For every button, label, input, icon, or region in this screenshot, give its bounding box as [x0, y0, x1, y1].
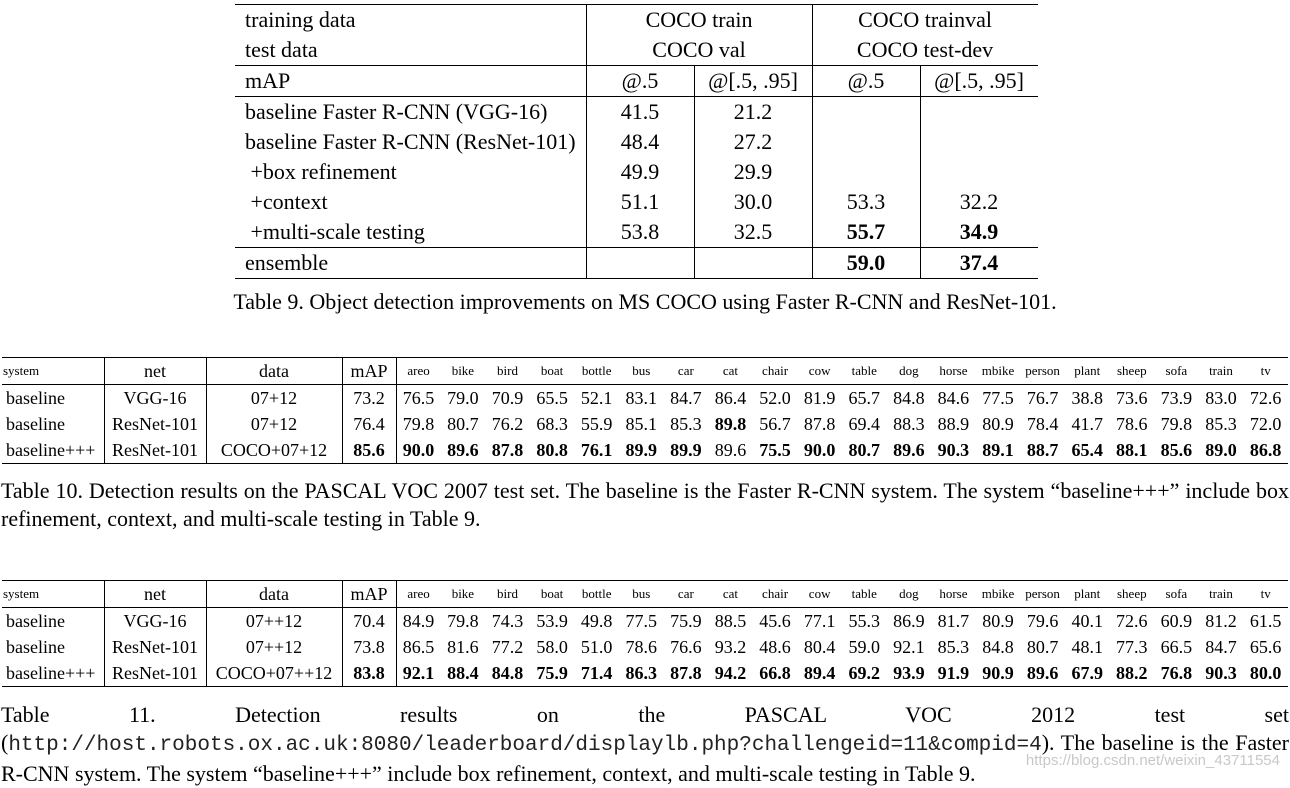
cell: 53.8	[586, 217, 694, 248]
class-header: train	[1199, 581, 1244, 608]
class-header: areo	[396, 358, 441, 385]
net-cell: ResNet-101	[104, 437, 206, 464]
value-cell: 66.5	[1160, 637, 1193, 657]
value-cell: 79.8	[396, 411, 441, 437]
table-11-caption	[1, 701, 1289, 788]
value-cell: 38.8	[1071, 388, 1103, 408]
row-label: mAP	[235, 66, 586, 97]
value-cell: 48.1	[1071, 637, 1103, 657]
value-cell: 80.9	[982, 611, 1014, 631]
value-cell: 49.8	[580, 611, 613, 631]
col-group-header: COCO val	[586, 35, 812, 66]
value-cell: 69.4	[848, 414, 880, 434]
value-cell: 90.0	[797, 437, 842, 464]
cell: 55.7	[812, 217, 920, 248]
value-cell: 88.7	[1020, 437, 1065, 464]
row-label: test data	[245, 37, 318, 62]
value-cell: 67.9	[1065, 660, 1110, 687]
row-label: +multi-scale testing	[245, 219, 425, 244]
cell	[920, 157, 1038, 187]
data-header: data	[206, 358, 342, 385]
map-cell: 70.4	[342, 608, 396, 635]
table-row	[2, 437, 1288, 464]
table-row	[235, 157, 1038, 187]
class-header: table	[842, 358, 887, 385]
value-cell: 90.3	[931, 437, 976, 464]
value-cell: 79.8	[1160, 414, 1193, 434]
class-header: plant	[1065, 581, 1110, 608]
net-cell: ResNet-101	[104, 660, 206, 687]
value-cell: 89.8	[714, 414, 747, 434]
cell	[694, 248, 812, 279]
data-cell: 07++12	[206, 634, 342, 660]
value-cell: 84.8	[982, 637, 1014, 657]
class-header: mbike	[976, 581, 1021, 608]
class-header: cat	[708, 581, 753, 608]
value-cell: 58.0	[536, 637, 568, 657]
caption-text: Table 11. Detection results on the PASCAL VOC 2012 test set (	[1, 702, 1289, 755]
class-header: areo	[396, 581, 441, 608]
table-10	[2, 357, 1288, 464]
col-group-header: COCO trainval	[812, 5, 1038, 36]
value-cell: 90.3	[1199, 660, 1244, 687]
value-cell: 88.9	[937, 414, 970, 434]
value-cell: 65.5	[536, 388, 568, 408]
value-cell: 84.8	[893, 388, 925, 408]
value-cell: 79.6	[1026, 611, 1059, 631]
value-cell: 92.1	[893, 637, 925, 657]
value-cell: 89.0	[1199, 437, 1244, 464]
value-cell: 85.6	[1154, 437, 1199, 464]
data-header: data	[206, 581, 342, 608]
value-cell: 69.2	[842, 660, 887, 687]
net-cell: VGG-16	[104, 608, 206, 635]
value-cell: 77.2	[491, 637, 524, 657]
value-cell: 84.8	[485, 660, 530, 687]
value-cell: 55.9	[580, 414, 613, 434]
table-10-body	[2, 358, 1288, 464]
value-cell: 65.4	[1065, 437, 1110, 464]
value-cell: 76.6	[670, 637, 702, 657]
table-11	[2, 580, 1288, 687]
value-cell: 89.6	[887, 437, 932, 464]
row-label: +context	[245, 189, 328, 214]
class-header: bus	[619, 358, 664, 385]
value-cell: 85.3	[1205, 414, 1237, 434]
header-row	[2, 581, 1288, 608]
header-row	[2, 358, 1288, 385]
value-cell: 77.5	[982, 388, 1014, 408]
value-cell: 78.6	[1116, 414, 1148, 434]
value-cell: 88.4	[441, 660, 486, 687]
value-cell: 79.8	[447, 611, 479, 631]
system-cell: baseline	[6, 388, 65, 408]
value-cell: 79.0	[447, 388, 479, 408]
cell: 41.5	[586, 97, 694, 128]
value-cell: 55.3	[848, 611, 880, 631]
value-cell: 73.6	[1116, 388, 1148, 408]
table-row	[2, 411, 1288, 437]
class-header: sofa	[1154, 581, 1199, 608]
data-cell: COCO+07+12	[206, 437, 342, 464]
value-cell: 80.0	[1243, 660, 1288, 687]
col-group-header: COCO train	[586, 5, 812, 36]
value-cell: 86.3	[619, 660, 664, 687]
value-cell: 40.1	[1071, 611, 1103, 631]
value-cell: 60.9	[1160, 611, 1193, 631]
value-cell: 61.5	[1249, 611, 1282, 631]
value-cell: 74.3	[491, 611, 524, 631]
value-cell: 68.3	[536, 414, 568, 434]
value-cell: 89.1	[976, 437, 1021, 464]
value-cell: 84.7	[1205, 637, 1237, 657]
value-cell: 81.9	[803, 388, 836, 408]
value-cell: 83.1	[625, 388, 658, 408]
class-header: tv	[1243, 581, 1288, 608]
class-header: horse	[931, 358, 976, 385]
table-row	[2, 608, 1288, 635]
class-header: train	[1199, 358, 1244, 385]
value-cell: 76.5	[396, 385, 441, 412]
value-cell: 80.7	[1026, 637, 1059, 657]
map-cell: 85.6	[342, 437, 396, 464]
table-9	[235, 4, 1038, 279]
value-cell: 72.6	[1249, 388, 1282, 408]
class-header: horse	[931, 581, 976, 608]
value-cell: 72.6	[1116, 611, 1148, 631]
value-cell: 52.0	[759, 388, 791, 408]
net-header: net	[104, 358, 206, 385]
table-row	[2, 385, 1288, 412]
cell: 32.5	[694, 217, 812, 248]
value-cell: 59.0	[848, 637, 880, 657]
value-cell: 88.1	[1110, 437, 1155, 464]
data-cell: 07++12	[206, 608, 342, 635]
class-header: bird	[485, 358, 530, 385]
system-cell: baseline	[6, 414, 65, 434]
map-header: mAP	[342, 358, 396, 385]
table-row	[235, 66, 1038, 97]
value-cell: 76.7	[1026, 388, 1059, 408]
cell	[812, 127, 920, 157]
class-header: bike	[441, 581, 486, 608]
table-row	[235, 97, 1038, 128]
row-label: baseline Faster R-CNN (VGG-16)	[235, 97, 586, 128]
class-header: plant	[1065, 358, 1110, 385]
map-header: mAP	[342, 581, 396, 608]
value-cell: 48.6	[759, 637, 791, 657]
system-cell: baseline	[6, 611, 65, 631]
cell: 27.2	[694, 127, 812, 157]
value-cell: 80.4	[803, 637, 836, 657]
cell	[586, 248, 694, 279]
value-cell: 86.8	[1243, 437, 1288, 464]
table-row	[235, 187, 1038, 217]
value-cell: 86.4	[714, 388, 747, 408]
value-cell: 89.6	[708, 437, 753, 464]
value-cell: 52.1	[580, 388, 613, 408]
value-cell: 93.9	[887, 660, 932, 687]
cell: 59.0	[812, 248, 920, 279]
data-cell: 07+12	[206, 385, 342, 412]
table-row	[235, 127, 1038, 157]
table-row	[235, 5, 1038, 36]
class-header: person	[1020, 581, 1065, 608]
class-header: tv	[1243, 358, 1288, 385]
value-cell: 85.3	[670, 414, 702, 434]
value-cell: 85.1	[625, 414, 658, 434]
cell: 32.2	[920, 187, 1038, 217]
value-cell: 84.6	[937, 388, 970, 408]
value-cell: 87.8	[485, 437, 530, 464]
value-cell: 84.9	[396, 608, 441, 635]
class-header: bottle	[574, 581, 619, 608]
value-cell: 89.6	[1020, 660, 1065, 687]
table-row	[2, 634, 1288, 660]
system-cell: baseline+++	[2, 437, 104, 464]
value-cell: 71.4	[574, 660, 619, 687]
system-cell: baseline	[6, 637, 65, 657]
table-row	[235, 248, 1038, 279]
data-cell: COCO+07++12	[206, 660, 342, 687]
value-cell: 75.5	[753, 437, 798, 464]
value-cell: 87.8	[664, 660, 709, 687]
class-header: boat	[530, 581, 575, 608]
net-cell: ResNet-101	[104, 634, 206, 660]
value-cell: 88.5	[714, 611, 747, 631]
value-cell: 93.2	[714, 637, 747, 657]
table-row	[2, 660, 1288, 687]
col-group-header: COCO test-dev	[812, 35, 1038, 66]
value-cell: 85.3	[937, 637, 970, 657]
class-header: chair	[753, 581, 798, 608]
cell: 29.9	[694, 157, 812, 187]
value-cell: 65.7	[848, 388, 880, 408]
value-cell: 78.4	[1026, 414, 1059, 434]
value-cell: 90.9	[976, 660, 1021, 687]
cell: 48.4	[586, 127, 694, 157]
cell: 34.9	[920, 217, 1038, 248]
value-cell: 81.2	[1205, 611, 1237, 631]
class-header: sheep	[1110, 581, 1155, 608]
value-cell: 77.3	[1116, 637, 1148, 657]
system-header: system	[2, 581, 104, 608]
value-cell: 76.1	[574, 437, 619, 464]
value-cell: 56.7	[759, 414, 791, 434]
caption-text: ). The baseline is the Faster R-CNN system. The system “baseline+++” include box refinement, context, and multi-scale testing in Table 9.	[1, 730, 1289, 786]
table-row	[235, 217, 1038, 248]
class-header: chair	[753, 358, 798, 385]
class-header: bike	[441, 358, 486, 385]
row-label: baseline Faster R-CNN (ResNet-101)	[245, 129, 576, 154]
table-11-body	[2, 581, 1288, 687]
value-cell: 80.7	[842, 437, 887, 464]
class-header: cat	[708, 358, 753, 385]
cell: 21.2	[694, 97, 812, 128]
value-cell: 80.8	[530, 437, 575, 464]
system-cell: baseline+++	[2, 660, 104, 687]
table-row	[235, 35, 1038, 66]
value-cell: 81.7	[937, 611, 970, 631]
value-cell: 91.9	[931, 660, 976, 687]
leaderboard-url-link[interactable]: http://host.robots.ox.ac.uk:8080/leaderboard/displaylb.php?challengeid=11&compid=4	[8, 734, 1042, 757]
net-header: net	[104, 581, 206, 608]
table-9-caption: Table 9. Object detection improvements on MS COCO using Faster R-CNN and ResNet-101.	[233, 289, 1057, 314]
value-cell: 90.0	[396, 437, 441, 464]
value-cell: 86.9	[893, 611, 925, 631]
cell	[812, 157, 920, 187]
value-cell: 84.7	[670, 388, 702, 408]
value-cell: 89.9	[619, 437, 664, 464]
class-header: dog	[887, 358, 932, 385]
class-header: bird	[485, 581, 530, 608]
value-cell: 81.6	[447, 637, 479, 657]
value-cell: 80.7	[447, 414, 479, 434]
cell: 37.4	[920, 248, 1038, 279]
value-cell: 75.9	[530, 660, 575, 687]
value-cell: 41.7	[1071, 414, 1103, 434]
class-header: cow	[797, 358, 842, 385]
class-header: sofa	[1154, 358, 1199, 385]
class-header: car	[664, 358, 709, 385]
net-cell: VGG-16	[104, 385, 206, 412]
map-cell: 73.8	[342, 634, 396, 660]
class-header: dog	[887, 581, 932, 608]
class-header: sheep	[1110, 358, 1155, 385]
net-cell: ResNet-101	[104, 411, 206, 437]
value-cell: 87.8	[803, 414, 836, 434]
value-cell: 77.1	[803, 611, 836, 631]
value-cell: 45.6	[759, 611, 791, 631]
value-cell: 75.9	[670, 611, 702, 631]
value-cell: 70.9	[491, 388, 524, 408]
cell: 30.0	[694, 187, 812, 217]
value-cell: 53.9	[536, 611, 568, 631]
value-cell: 89.6	[441, 437, 486, 464]
value-cell: 76.8	[1154, 660, 1199, 687]
cell: 51.1	[586, 187, 694, 217]
class-header: car	[664, 581, 709, 608]
value-cell: 73.9	[1160, 388, 1193, 408]
value-cell: 92.1	[396, 660, 441, 687]
class-header: bottle	[574, 358, 619, 385]
class-header: bus	[619, 581, 664, 608]
map-cell: 76.4	[342, 411, 396, 437]
cell: 53.3	[812, 187, 920, 217]
metric-header: @[.5, .95]	[694, 66, 812, 97]
value-cell: 66.8	[753, 660, 798, 687]
table-10-caption: Table 10. Detection results on the PASCAL VOC 2007 test set. The baseline is the Faster R-CNN system. The system “baseline+++” include box refinement, context, and multi-scale testing in Table 9.	[1, 478, 1289, 531]
value-cell: 88.2	[1110, 660, 1155, 687]
metric-header: @.5	[812, 66, 920, 97]
class-header: boat	[530, 358, 575, 385]
value-cell: 83.0	[1205, 388, 1237, 408]
value-cell: 78.6	[625, 637, 658, 657]
class-header: mbike	[976, 358, 1021, 385]
class-header: person	[1020, 358, 1065, 385]
row-label: +box refinement	[245, 159, 397, 184]
value-cell: 72.0	[1249, 414, 1282, 434]
map-cell: 83.8	[342, 660, 396, 687]
class-header: cow	[797, 581, 842, 608]
cell	[812, 97, 920, 128]
value-cell: 89.9	[664, 437, 709, 464]
value-cell: 80.9	[982, 414, 1014, 434]
data-cell: 07+12	[206, 411, 342, 437]
cell	[920, 127, 1038, 157]
cell: 49.9	[586, 157, 694, 187]
value-cell: 88.3	[893, 414, 925, 434]
row-label: training data	[235, 5, 586, 36]
value-cell: 76.2	[491, 414, 524, 434]
metric-header: @.5	[586, 66, 694, 97]
map-cell: 73.2	[342, 385, 396, 412]
cell	[920, 97, 1038, 128]
value-cell: 51.0	[580, 637, 613, 657]
value-cell: 94.2	[708, 660, 753, 687]
value-cell: 65.6	[1249, 637, 1282, 657]
system-header: system	[2, 358, 104, 385]
value-cell: 86.5	[396, 634, 441, 660]
value-cell: 77.5	[625, 611, 658, 631]
value-cell: 89.4	[797, 660, 842, 687]
class-header: table	[842, 581, 887, 608]
watermark: https://blog.csdn.net/weixin_43711554	[1025, 752, 1280, 769]
metric-header: @[.5, .95]	[920, 66, 1038, 97]
row-label: ensemble	[235, 248, 586, 279]
